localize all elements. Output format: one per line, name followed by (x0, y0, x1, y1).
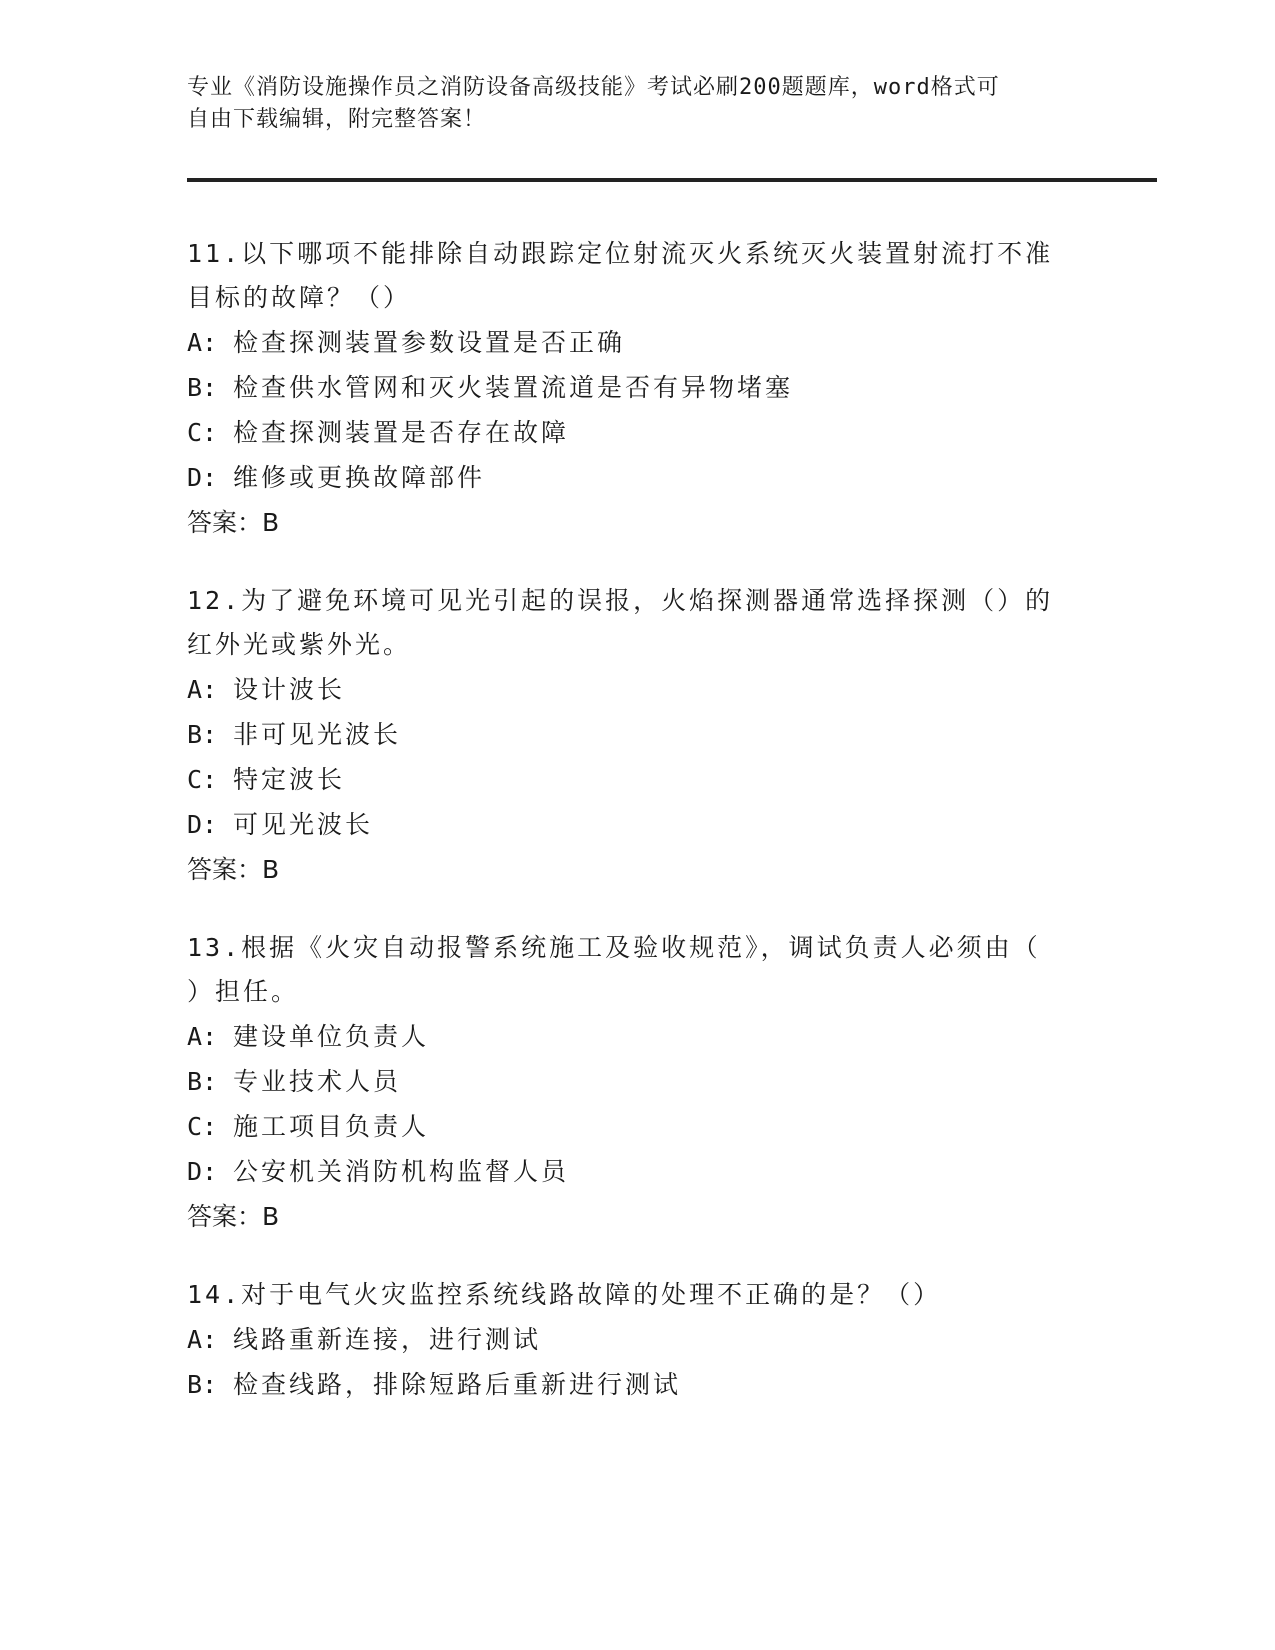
answer-value: B (262, 508, 280, 537)
question-text-line: 目标的故障？（） (187, 283, 412, 312)
option-d (187, 802, 1087, 847)
option-b (187, 1362, 1087, 1407)
option-text: 检查供水管网和灭火装置流道是否有异物堵塞 (233, 373, 794, 402)
option-a (187, 320, 1087, 365)
question-13 (187, 926, 1087, 1239)
option-text: 可见光波长 (233, 810, 374, 839)
header-line-2: 自由下载编辑，附完整答案！ (187, 107, 487, 132)
option-a (187, 1014, 1087, 1059)
option-text: 检查线路，排除短路后重新进行测试 (233, 1370, 682, 1399)
header-divider (187, 178, 1157, 182)
document-header (187, 72, 1087, 136)
option-text: 建设单位负责人 (233, 1022, 430, 1051)
question-11 (187, 232, 1087, 545)
question-text-line: 13.根据《火灾自动报警系统施工及验收规范》，调试负责人必须由（ (187, 933, 1041, 962)
option-a (187, 667, 1087, 712)
option-c (187, 1104, 1087, 1149)
option-text: 专业技术人员 (233, 1067, 402, 1096)
question-list (187, 232, 1087, 1441)
answer-line (187, 847, 1087, 892)
option-letter: C: (187, 418, 218, 447)
question-text-line: 14.对于电气火灾监控系统线路故障的处理不正确的是？（） (187, 1280, 942, 1309)
question-text-line: 11.以下哪项不能排除自动跟踪定位射流灭火系统灭火装置射流打不准 (187, 239, 1054, 268)
question-12 (187, 579, 1087, 892)
header-line-1: 专业《消防设施操作员之消防设备高级技能》考试必刷200题题库，word格式可 (187, 75, 1000, 100)
option-d (187, 1149, 1087, 1194)
answer-label: 答案： (187, 508, 263, 537)
option-text: 施工项目负责人 (233, 1112, 430, 1141)
option-letter: D: (187, 810, 218, 839)
option-text: 特定波长 (233, 765, 346, 794)
option-letter: A: (187, 675, 218, 704)
option-letter: A: (187, 1325, 218, 1354)
option-b (187, 365, 1087, 410)
option-a (187, 1317, 1087, 1362)
option-b (187, 712, 1087, 757)
option-b (187, 1059, 1087, 1104)
option-text: 检查探测装置参数设置是否正确 (233, 328, 626, 357)
option-letter: B: (187, 373, 218, 402)
option-d (187, 455, 1087, 500)
answer-line (187, 1194, 1087, 1239)
option-text: 检查探测装置是否存在故障 (233, 418, 570, 447)
answer-line (187, 500, 1087, 545)
question-text-line: 红外光或紫外光。 (187, 630, 412, 659)
option-text: 非可见光波长 (233, 720, 402, 749)
option-text: 设计波长 (233, 675, 346, 704)
option-c (187, 410, 1087, 455)
question-14 (187, 1273, 1087, 1407)
answer-label: 答案： (187, 855, 263, 884)
option-text: 线路重新连接，进行测试 (233, 1325, 542, 1354)
option-text: 维修或更换故障部件 (233, 463, 486, 492)
question-text-line: 12.为了避免环境可见光引起的误报，火焰探测器通常选择探测（）的 (187, 586, 1054, 615)
answer-value: B (262, 1202, 280, 1231)
option-text: 公安机关消防机构监督人员 (233, 1157, 570, 1186)
option-letter: C: (187, 765, 218, 794)
question-text-line: ）担任。 (187, 977, 300, 1006)
option-letter: B: (187, 1067, 218, 1096)
option-letter: B: (187, 1370, 218, 1399)
option-letter: D: (187, 463, 218, 492)
answer-label: 答案： (187, 1202, 263, 1231)
option-letter: A: (187, 1022, 218, 1051)
option-c (187, 757, 1087, 802)
option-letter: D: (187, 1157, 218, 1186)
option-letter: B: (187, 720, 218, 749)
option-letter: C: (187, 1112, 218, 1141)
answer-value: B (262, 855, 280, 884)
option-letter: A: (187, 328, 218, 357)
